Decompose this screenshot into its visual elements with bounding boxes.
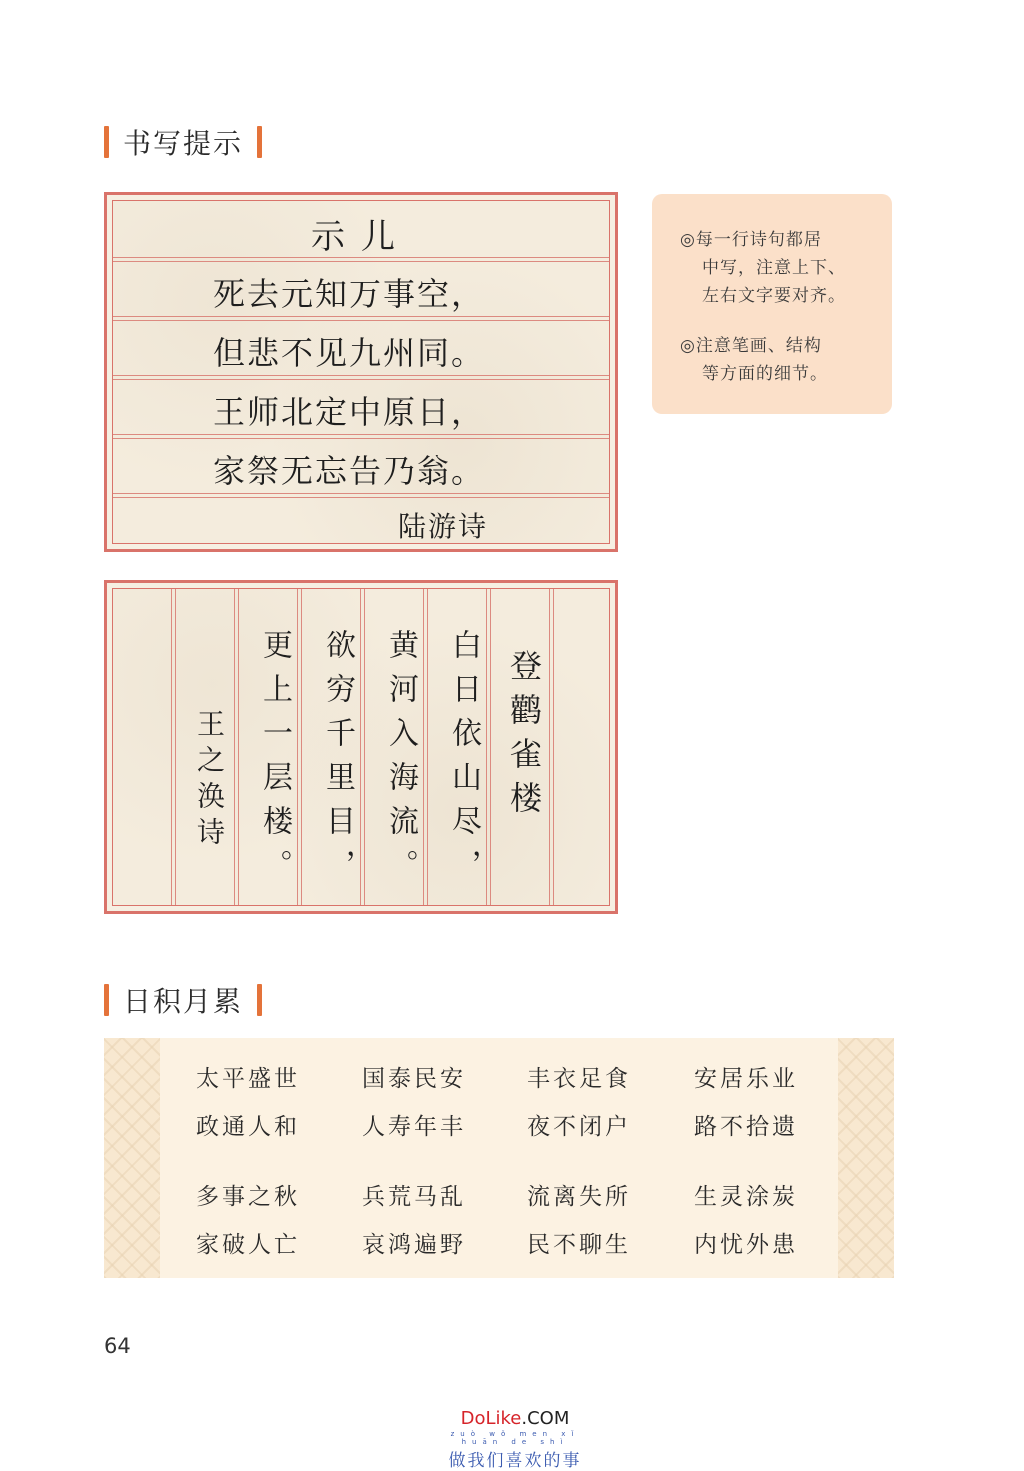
idiom-item: 丰衣足食 [527,1066,631,1092]
poem-line: 死去元知万事空， [213,275,486,313]
title-bar-right [257,126,262,158]
poem-author: 王之涣诗 [193,709,226,853]
poem-line: 黄河入海流。 [383,629,418,893]
idiom-item: 路不拾遗 [694,1114,798,1140]
tip-item [680,226,872,310]
tip-text: ◎注意笔画、结构 [680,336,822,356]
section-title-text: 日积月累 [123,985,244,1018]
tip-text: 等方面的细节。 [702,364,828,384]
tip-text: ◎每一行诗句都居 [680,230,822,250]
copybook-poem-dengguanquelou [104,580,618,914]
ornament-left [104,1038,160,1278]
poem-line: 王师北定中原日， [213,393,486,431]
poem-title: 示儿 [311,217,411,257]
poem-line: 但悲不见九州同。 [213,334,486,372]
tip-text: 中写，注意上下、 [702,258,846,278]
poem-line: 欲穷千里目， [320,629,355,893]
idiom-item: 安居乐业 [694,1066,798,1092]
poem-line: 白日依山尽， [446,629,481,893]
poem-author: 陆游诗 [398,510,489,543]
idiom-panel [104,1038,894,1278]
watermark-brand [430,1408,600,1429]
section-title-writing [104,124,262,160]
section-title-accumulate [104,982,262,1018]
idiom-item: 兵荒马乱 [362,1184,466,1210]
idiom-item: 哀鸿遍野 [362,1232,466,1258]
tip-text: 左右文字要对齐。 [702,286,846,306]
idiom-item: 流离失所 [527,1184,631,1210]
idiom-item: 太平盛世 [196,1066,300,1092]
title-bar-left [104,126,109,158]
ornament-right [838,1038,894,1278]
tip-item [680,332,872,388]
idiom-item: 夜不闭户 [527,1114,631,1140]
idiom-item: 内忧外患 [694,1232,798,1258]
idiom-item: 国泰民安 [362,1066,466,1092]
watermark-pinyin: zuò wǒ men xǐ huān de shì [450,1430,580,1446]
poem-line: 家祭无忘告乃翁。 [213,452,486,490]
page-number: 64 [104,1334,131,1358]
title-bar-left [104,984,109,1016]
idiom-item: 民不聊生 [527,1232,631,1258]
idiom-item: 多事之秋 [196,1184,300,1210]
writing-tips-box [652,194,892,414]
idiom-item: 人寿年丰 [362,1114,466,1140]
title-bar-right [257,984,262,1016]
poem-line: 更上一层楼。 [257,629,292,893]
section-title-text: 书写提示 [123,127,244,160]
poem-title: 登鹳雀楼 [505,649,543,825]
copybook-poem-shier [104,192,618,552]
idiom-item: 生灵涂炭 [694,1184,798,1210]
idiom-item: 政通人和 [196,1114,300,1140]
watermark-brand-red: DoLike [460,1408,522,1429]
watermark-brand-rest: .COM [521,1408,570,1429]
watermark-slogan: 做我们喜欢的事 [448,1451,582,1471]
watermark-logo [430,1408,600,1471]
idiom-item: 家破人亡 [196,1232,300,1258]
